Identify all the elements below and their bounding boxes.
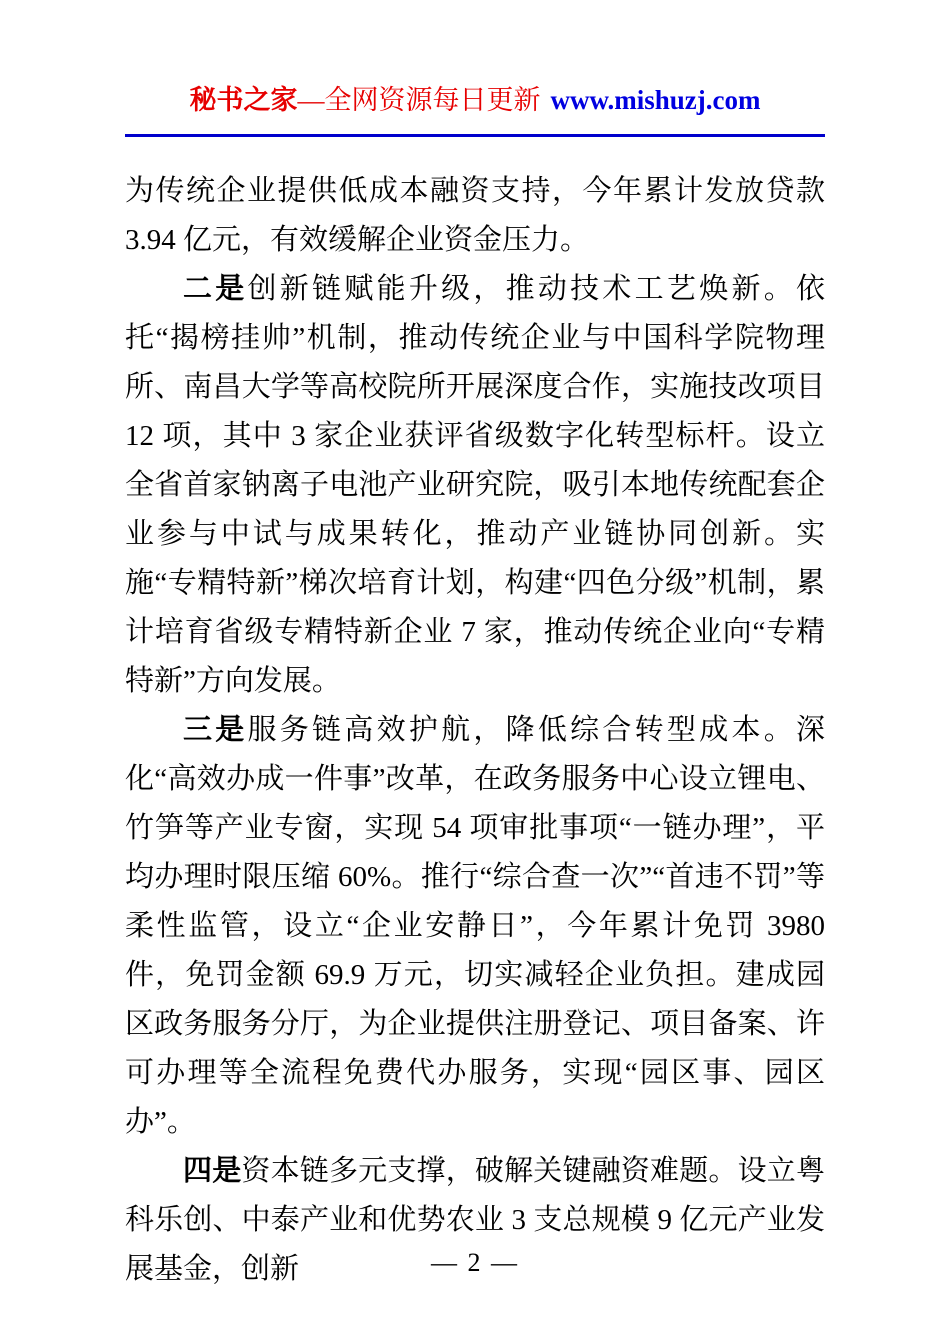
paragraph-lead: 二是 bbox=[183, 273, 248, 305]
paragraph-lead: 四是 bbox=[183, 1155, 242, 1187]
paragraph-text: 为传统企业提供低成本融资支持，今年累计发放贷款 3.94 亿元，有效缓解企业资金压力。 bbox=[125, 175, 825, 256]
site-url-link[interactable]: www.mishuzj.com bbox=[550, 85, 761, 115]
page-number: — 2 — bbox=[431, 1248, 519, 1277]
paragraph-lead: 三是 bbox=[183, 714, 248, 746]
paragraph-point-2 bbox=[125, 265, 825, 706]
header-divider-line bbox=[125, 134, 825, 137]
paragraph-text: 资本链多元支撑，破解关键融资难题。设立粤科乐创、中泰产业和优势农业 3 支总规模 9 亿元产业发展基金，创新 bbox=[125, 1155, 825, 1285]
document-body bbox=[125, 167, 825, 1294]
paragraph-point-3 bbox=[125, 706, 825, 1147]
page-footer bbox=[0, 1248, 950, 1278]
paragraph-text: 服务链高效护航，降低综合转型成本。深化“高效办成一件事”改革，在政务服务中心设立锂电、竹笋等产业专窗，实现 54 项审批事项“一链办理”，平均办理时限压缩 60%。推行“综合查一次”“首违不罚”等柔性监管，设立“企业安静日”，今年累计免罚 3980 件，免罚金额 69.9 万元，切实减轻企业负担。建成园区政务服务分厅，为企业提供注册登记、项目备案、许可办理等全流程免费代办服务，实现“园区事、园区办”。 bbox=[125, 714, 825, 1138]
site-tagline: —全网资源每日更新 bbox=[297, 85, 541, 115]
site-name: 秘书之家 bbox=[189, 85, 298, 115]
page-header bbox=[125, 0, 825, 118]
paragraph-continuation bbox=[125, 167, 825, 265]
paragraph-text: 创新链赋能升级，推动技术工艺焕新。依托“揭榜挂帅”机制，推动传统企业与中国科学院物理所、南昌大学等高校院所开展深度合作，实施技改项目 12 项，其中 3 家企业获评省级数字化转型标杆。设立全省首家钠离子电池产业研究院，吸引本地传统配套企业参与中试与成果转化，推动产业链协同创新。实施“专精特新”梯次培育计划，构建“四色分级”机制，累计培育省级专精特新企业 7 家，推动传统企业向“专精特新”方向发展。 bbox=[125, 273, 825, 697]
